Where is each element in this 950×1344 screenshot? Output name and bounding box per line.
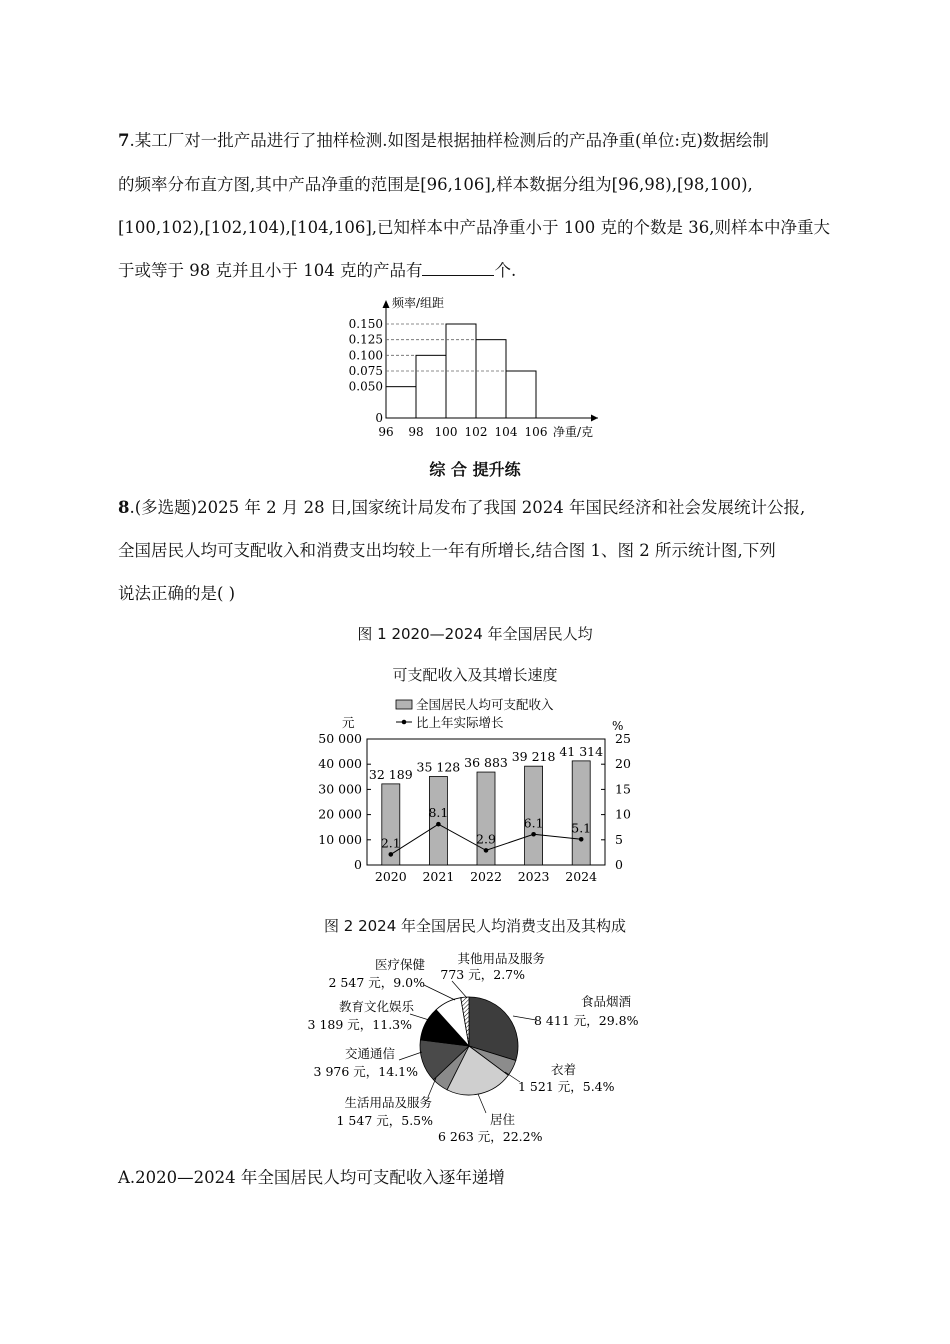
pie-category-label: 居住: [490, 1112, 516, 1127]
growth-point: [436, 822, 441, 827]
right-unit-label: %: [612, 719, 624, 733]
pie-value-label: 2 547 元，9.0%: [328, 975, 425, 990]
left-tick-label: 0: [354, 857, 362, 872]
pie-value-label: 6 263 元，22.2%: [438, 1129, 543, 1144]
pie-leader-line: [410, 1014, 429, 1020]
q7-line-3: [100,102),[102,104),[104,106],已知样本中产品净重小于 100 克的个数是 36,则样本中净重大: [118, 218, 831, 237]
pie-leader-line: [424, 985, 455, 1000]
pie-leader-line: [513, 1016, 536, 1020]
year-label: 2023: [517, 869, 550, 884]
x-tick-label: 106: [524, 425, 548, 439]
pie-category-label: 其他用品及服务: [457, 951, 545, 966]
right-tick-label: 20: [615, 756, 631, 772]
left-tick-label: 40 000: [318, 756, 362, 772]
pie-value-label: 3 189 元，11.3%: [307, 1017, 412, 1032]
income-combo-chart: [318, 690, 640, 885]
income-value-label: 32 189: [368, 766, 413, 782]
legend-bar-label: 全国居民人均可支配收入: [416, 697, 554, 712]
pie-value-label: 773 元，2.7%: [440, 967, 525, 982]
right-tick-label: 10: [615, 806, 631, 822]
section-title: 综 合 提升练: [429, 460, 521, 479]
income-value-label: 41 314: [559, 743, 604, 759]
y-tick-label: 0.100: [348, 348, 383, 363]
y-tick-label: 0.075: [348, 364, 383, 378]
year-label: 2020: [374, 869, 407, 884]
income-value-label: 35 128: [416, 759, 461, 775]
left-unit-label: 元: [342, 715, 355, 730]
consumption-pie-chart: [300, 945, 660, 1145]
growth-point: [389, 852, 394, 857]
legend-bar-swatch: [396, 700, 412, 709]
q8-line-3: 说法正确的是( ): [118, 584, 236, 603]
pie-leader-line: [478, 1094, 486, 1113]
pie-category-label: 医疗保健: [374, 957, 425, 972]
left-tick-label: 50 000: [318, 731, 362, 746]
legend-line-label: 比上年实际增长: [416, 715, 504, 730]
x-axis-title: 净重/克: [553, 425, 594, 439]
histogram-bar: [386, 387, 416, 418]
income-bar: [429, 776, 447, 865]
pie-value-label: 1 547 元，5.5%: [336, 1113, 433, 1128]
y-tick-label: 0.125: [348, 332, 383, 347]
right-tick-label: 5: [615, 831, 623, 847]
q7-number: 7: [118, 131, 130, 150]
answer-blank: [422, 261, 494, 276]
x-axis-arrow: [591, 415, 598, 422]
pie-leader-line: [452, 981, 467, 998]
q8-number: 8: [118, 498, 130, 517]
pie-value-label: 1 521 元，5.4%: [518, 1079, 615, 1094]
q7-line-1: 7.某工厂对一批产品进行了抽样检测.如图是根据抽样检测后的产品净重(单位:克)数据绘制: [118, 131, 769, 150]
growth-value-label: 8.1: [428, 805, 449, 821]
right-tick-label: 15: [615, 781, 631, 797]
pie-leader-line: [399, 1052, 422, 1060]
left-tick-label: 30 000: [318, 781, 362, 797]
fig1-caption-line2: 可支配收入及其增长速度: [392, 666, 558, 684]
q7-line-2: 的频率分布直方图,其中产品净重的范围是[96,106],样本数据分组为[96,98),[98,100),: [118, 175, 753, 194]
fig1-caption-line1: 图 1 2020—2024 年全国居民人均: [357, 625, 593, 643]
y-tick-label: 0.050: [348, 379, 383, 394]
growth-value-label: 2.1: [380, 835, 401, 851]
option-a: A.2020—2024 年全国居民人均可支配收入逐年递增: [118, 1168, 505, 1187]
right-tick-label: 0: [615, 857, 623, 872]
q8-line-2: 全国居民人均可支配收入和消费支出均较上一年有所增长,结合图 1、图 2 所示统计图,下列: [118, 541, 776, 560]
x-tick-label: 100: [434, 425, 458, 439]
q7-line-4: 于或等于 98 克并且小于 104 克的产品有 个.: [118, 261, 517, 280]
histogram-bar: [476, 340, 506, 418]
year-label: 2022: [470, 869, 502, 884]
pie-value-label: 3 976 元，14.1%: [313, 1064, 418, 1079]
pie-value-label: 8 411 元，29.8%: [534, 1013, 639, 1028]
y-tick-label: 0: [375, 411, 383, 425]
growth-value-label: 6.1: [523, 815, 544, 831]
year-label: 2021: [422, 869, 455, 884]
y-axis-title: 频率/组距: [392, 296, 445, 310]
left-tick-label: 10 000: [318, 831, 362, 847]
histogram-bar: [506, 371, 536, 418]
pie-category-label: 交通通信: [344, 1046, 395, 1061]
growth-point: [579, 837, 584, 842]
pie-category-label: 生活用品及服务: [344, 1095, 432, 1110]
growth-value-label: 2.9: [476, 831, 496, 847]
growth-point: [531, 832, 536, 837]
y-tick-label: 0.150: [348, 317, 383, 331]
pie-category-label: 教育文化娱乐: [338, 999, 414, 1014]
year-label: 2024: [565, 869, 598, 884]
growth-value-label: 5.1: [571, 820, 592, 836]
left-tick-label: 20 000: [318, 806, 362, 822]
pie-category-label: 食品烟酒: [581, 994, 632, 1009]
y-axis-arrow: [383, 300, 390, 308]
q8-line-1: 8.(多选题)2025 年 2 月 28 日,国家统计局发布了我国 2024 年国民经济和社会发展统计公报,: [118, 498, 806, 517]
right-tick-label: 25: [615, 731, 631, 746]
fig2-caption: 图 2 2024 年全国居民人均消费支出及其构成: [323, 917, 627, 935]
x-tick-label: 98: [408, 425, 424, 439]
histogram-bar: [416, 355, 446, 418]
x-tick-label: 104: [494, 425, 518, 439]
income-value-label: 39 218: [511, 749, 556, 765]
x-tick-label: 96: [378, 425, 394, 439]
x-tick-label: 102: [464, 425, 488, 439]
income-value-label: 36 883: [464, 755, 508, 771]
income-bar: [572, 761, 590, 865]
histogram-chart: [330, 292, 620, 442]
pie-category-label: 衣着: [551, 1062, 577, 1077]
growth-point: [484, 848, 489, 853]
legend-line-marker: [402, 720, 407, 725]
